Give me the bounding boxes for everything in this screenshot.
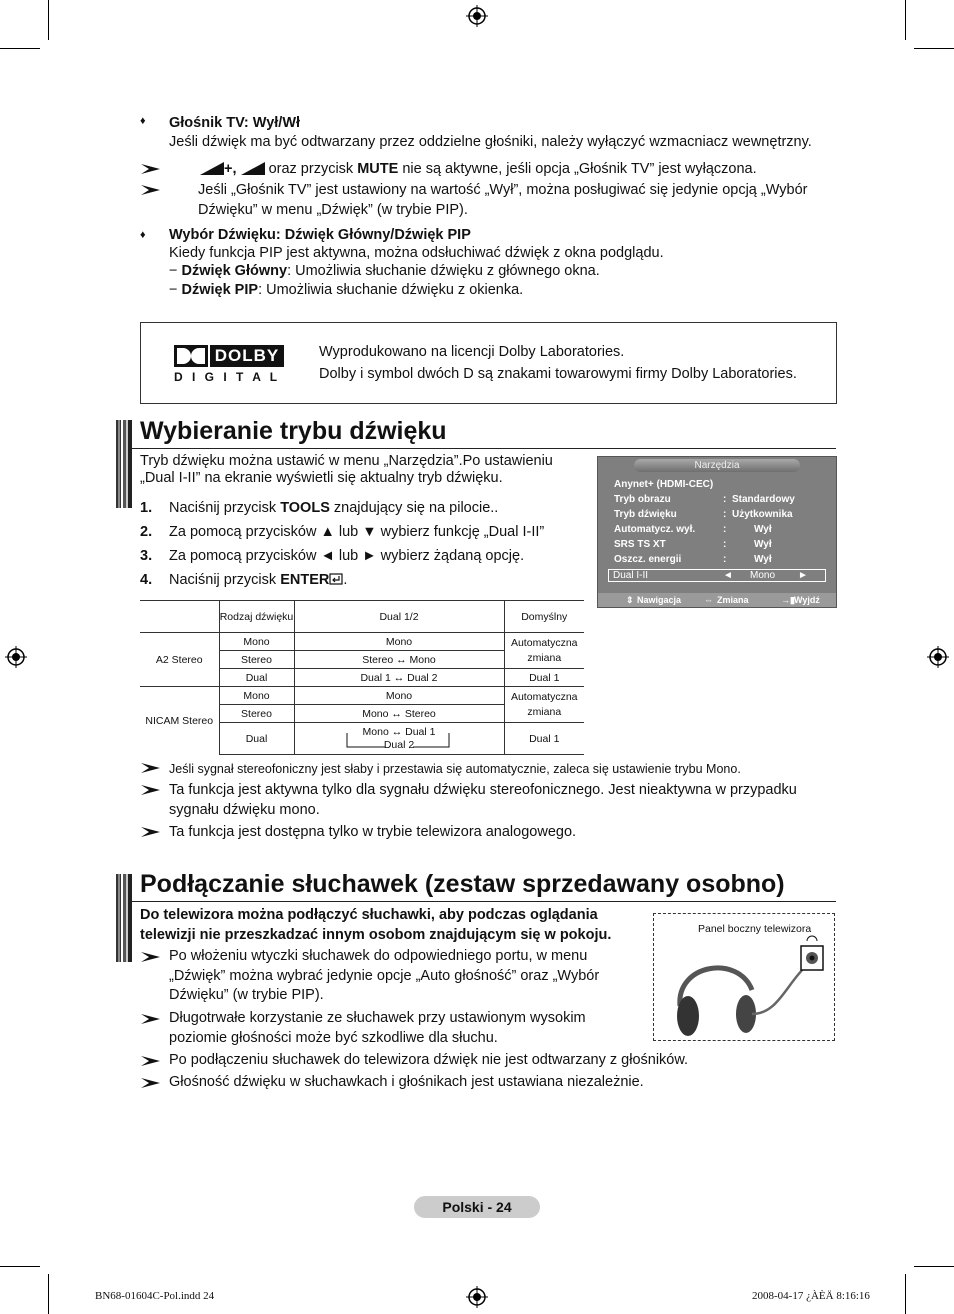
double-d-icon [174, 345, 208, 367]
note-arrow-icon [141, 163, 161, 175]
section2-note-4: Głośność dźwięku w słuchawkach i głośnikach jest ustawiana niezależnie. [169, 1074, 644, 1090]
section1-note-2-line2: sygnału dźwięku mono. [169, 802, 320, 818]
table-cell: Mono [219, 633, 294, 651]
bullet-diamond-icon: ♦ [140, 229, 146, 241]
note-arrow-icon [141, 1013, 161, 1025]
section2-note-1-line1: Po włożeniu wtyczki słuchawek do odpowiedniego portu, w menu [169, 948, 588, 964]
registration-mark-icon [927, 646, 949, 668]
note-arrow-icon [141, 762, 161, 774]
footer-date: 2008-04-17 ¿ÀÈÄ 8:16:16 [752, 1290, 870, 1302]
section1-title: Wybieranie trybu dźwięku [140, 417, 447, 445]
updown-icon: ⇕ [626, 595, 634, 605]
sound-select-desc: Kiedy funkcja PIP jest aktywna, można odsłuchiwać dźwięk z okna podglądu. [169, 245, 664, 261]
section2-rule [132, 901, 836, 902]
dolby-wordmark: DOLBY [210, 345, 284, 367]
sound-select-title: Wybór Dźwięku: Dźwięk Główny/Dźwięk PIP [169, 227, 471, 243]
registration-mark-icon [466, 5, 488, 27]
leftright-icon: ⇔ [704, 595, 713, 605]
table-header-default: Domyślny [504, 601, 584, 633]
section2-note-3: Po podłączeniu słuchawek do telewizora dźwięk nie jest odtwarzany z głośników. [169, 1052, 689, 1068]
section1-intro-line2: „Dual I-II” na ekranie wyświetli się aktualny tryb dźwięku. [140, 470, 503, 486]
volume-down-icon [241, 162, 265, 175]
headphones-icon [668, 934, 828, 1038]
dolby-box [140, 322, 837, 404]
table-cell: Stereo [219, 705, 294, 723]
table-header-mode: Rodzaj dźwięku [219, 601, 294, 633]
table-cell: Dual 1 [504, 669, 584, 687]
osd-row[interactable]: Automatycz. wył. : Wył [614, 524, 772, 535]
table-cell: Mono [219, 687, 294, 705]
section2-intro-line1: Do telewizora można podłączyć słuchawki, aby podczas oglądania [140, 907, 598, 923]
table-header-dual: Dual 1/2 [294, 601, 504, 633]
speaker-note-2-line1: Jeśli „Głośnik TV” jest ustawiony na wartość „Wył”, można posługiwać się jedynie opcją „Wybór [198, 182, 808, 198]
sound-select-item-main: − Dźwięk Główny: Umożliwia słuchanie dźwięku z głównego okna. [169, 263, 600, 279]
table-cell: NICAM Stereo [140, 687, 219, 755]
osd-row[interactable]: Anynet+ (HDMI-CEC) [614, 479, 714, 490]
table-cell: Dual 1 [504, 723, 584, 755]
bullet-diamond-icon: ♦ [140, 115, 146, 127]
section2-intro-line2: telewizji nie przeszkadzać innym osobom znajdującym się w pokoju. [140, 927, 612, 943]
section2-title: Podłączanie słuchawek (zestaw sprzedawany osobno) [140, 870, 785, 898]
table-cell: Dual [219, 669, 294, 687]
osd-footer: ⇕ Nawigacja ⇔ Zmiana →▮ Wyjdź [598, 593, 836, 607]
section-bar [116, 420, 132, 508]
sound-mode-table [140, 600, 584, 755]
section1-rule [132, 448, 836, 449]
speaker-title: Głośnik TV: Wył/Wł [169, 115, 301, 131]
note-arrow-icon [141, 1055, 161, 1067]
table-header-empty [140, 601, 219, 633]
note-arrow-icon [141, 826, 161, 838]
headphone-panel [653, 913, 835, 1041]
table-cell: Stereo [219, 651, 294, 669]
section1-note-1: Jeśli sygnał stereofoniczny jest słaby i przestawia się automatycznie, zaleca się ustawienie trybu Mono. [169, 762, 741, 776]
section2-note-1-line2: „Dźwięk” można wybrać jedynie opcje „Auto głośność” oraz „Wybór [169, 968, 600, 984]
volume-up-icon [200, 162, 224, 175]
page-number-badge: Polski - 24 [414, 1196, 540, 1218]
enter-icon [329, 573, 343, 585]
osd-row-selected[interactable]: Dual I-II ◄ Mono ► [608, 569, 826, 582]
section2-note-1-line3: Dźwięku” (w trybie PIP). [169, 987, 324, 1003]
table-cell: Mono [294, 633, 504, 651]
table-cell: Automatyczna zmiana [504, 633, 584, 669]
section1-note-2-line1: Ta funkcja jest aktywna tylko dla sygnału dźwięku stereofonicznego. Jest nieaktywna w przypadku [169, 782, 797, 798]
table-cell: Mono ↔ Dual 1 Dual 2 [294, 723, 504, 755]
sound-select-item-pip: − Dźwięk PIP: Umożliwia słuchanie dźwięku z okienka. [169, 282, 524, 298]
osd-row[interactable]: Tryb dźwięku : Użytkownika [614, 509, 793, 520]
speaker-desc: Jeśli dźwięk ma być odtwarzany przez oddzielne głośniki, należy wyłączyć wzmacniacz wewnętrzny. [169, 134, 812, 150]
section-bar [116, 874, 132, 962]
footer-filename: BN68-01604C-Pol.indd 24 [95, 1290, 215, 1302]
table-cell: Stereo ↔ Mono [294, 651, 504, 669]
table-cell: Dual [219, 723, 294, 755]
osd-right-arrow[interactable]: ► [798, 570, 808, 581]
table-cell: Mono [294, 687, 504, 705]
table-cell: Automatyczna zmiana [504, 687, 584, 723]
table-cell: A2 Stereo [140, 633, 219, 687]
section1-note-3: Ta funkcja jest dostępna tylko w trybie telewizora analogowego. [169, 824, 577, 840]
registration-mark-icon [466, 1286, 488, 1308]
osd-left-arrow[interactable]: ◄ [723, 570, 733, 581]
registration-mark-icon [5, 646, 27, 668]
note-arrow-icon [141, 784, 161, 796]
section1-intro-line1: Tryb dźwięku można ustawić w menu „Narzędzia”.Po ustawieniu [140, 453, 553, 469]
osd-row[interactable]: Tryb obrazu : Standardowy [614, 494, 795, 505]
dolby-line1: Wyprodukowano na licencji Dolby Laboratories. [319, 344, 625, 360]
tools-menu-osd [597, 456, 837, 608]
osd-row[interactable]: SRS TS XT : Wył [614, 539, 772, 550]
osd-header: Narzędzia [634, 459, 800, 472]
note-arrow-icon [141, 184, 161, 196]
osd-row[interactable]: Oszcz. energii : Wył [614, 554, 772, 565]
table-cell: Mono ↔ Stereo [294, 705, 504, 723]
section2-note-2-line1: Długotrwałe korzystanie ze słuchawek przy ustawionym wysokim [169, 1010, 586, 1026]
note-arrow-icon [141, 1077, 161, 1089]
speaker-note-2-line2: Dźwięku” w menu „Dźwięk” (w trybie PIP). [198, 202, 468, 218]
note-arrow-icon [141, 951, 161, 963]
speaker-note-1: +, oraz przycisk MUTE nie są aktywne, jeśli opcja „Głośnik TV” jest wyłączona. [200, 160, 757, 179]
dolby-digital-text: D I G I T A L [174, 370, 281, 384]
dolby-line2: Dolby i symbol dwóch D są znakami towarowymi firmy Dolby Laboratories. [319, 366, 797, 382]
table-cell: Dual 1 ↔ Dual 2 [294, 669, 504, 687]
loop-bracket-icon [345, 733, 453, 749]
panel-label: Panel boczny telewizora [698, 923, 812, 935]
dolby-logo [174, 345, 290, 383]
section2-note-2-line2: poziomie głośności może być szkodliwe dla słuchu. [169, 1030, 498, 1046]
exit-icon: →▮ [781, 595, 795, 605]
